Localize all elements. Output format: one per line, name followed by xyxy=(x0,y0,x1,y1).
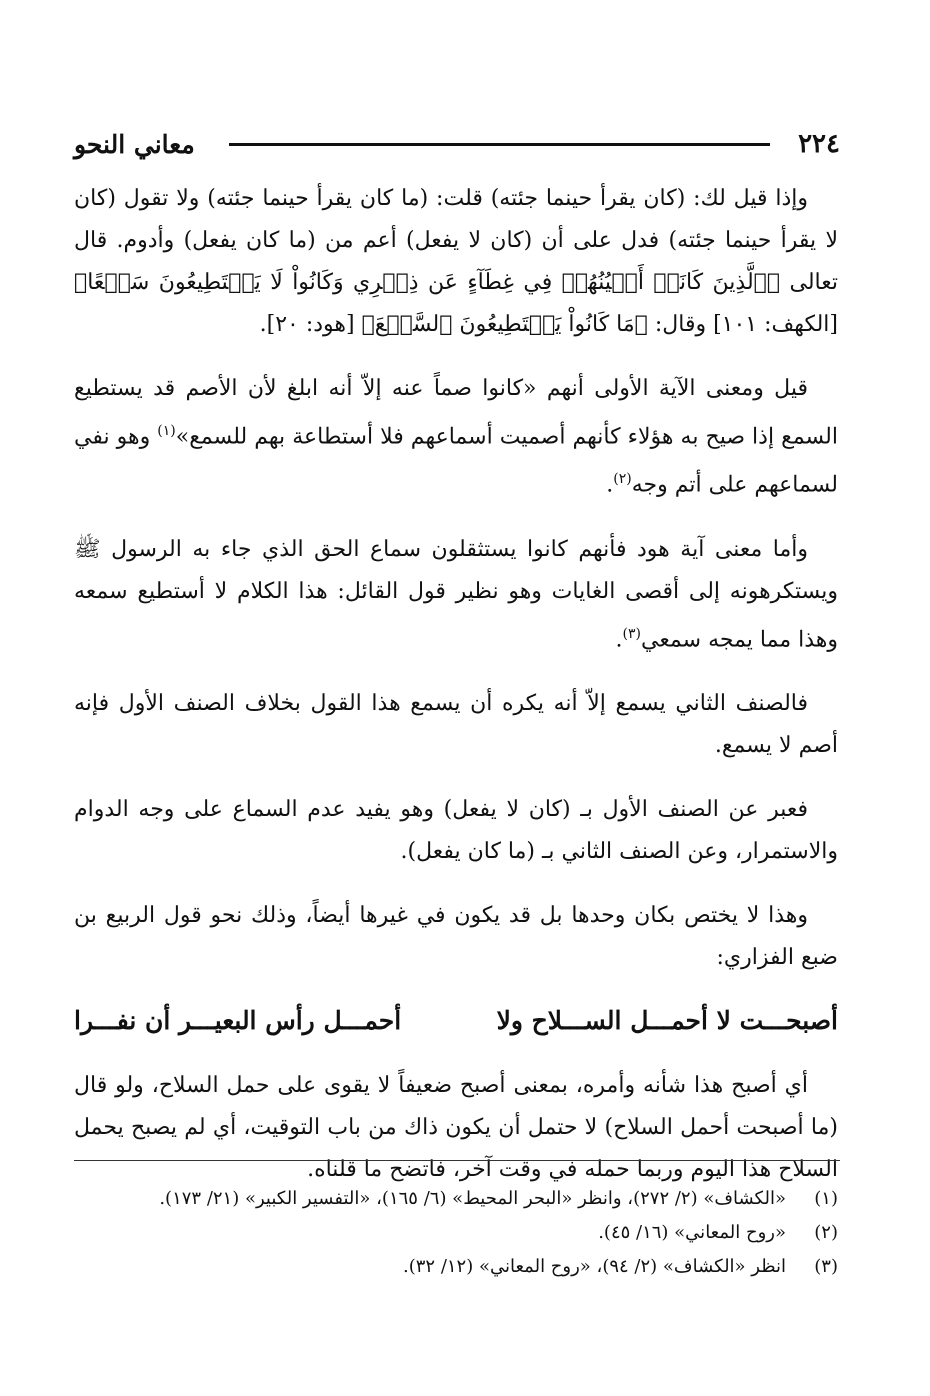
paragraph-1: وإذا قيل لك: (كان يقرأ حينما جئته) قلت: (ما كان يقرأ حينما جئته) ولا تقول (كان لا يقرأ حينما جئته) فدل على أن (كان لا يفعل) أعم من (ما كان يفعل) وأدوم. قال تعالى ﴿ٱلَّذِينَ كَانَتۡ أَعۡيُنُهُمۡ فِي غِطَآءٍ عَن ذِكۡرِي وَكَانُواْ لَا يَسۡتَطِيعُونَ سَمۡعًا﴾ [الكهف: ١٠١] وقال: ﴿مَا كَانُواْ يَسۡتَطِيعُونَ ٱلسَّمۡعَ﴾ [هود: ٢٠]. xyxy=(74,186,838,337)
page-number: ٢٢٤ xyxy=(798,129,840,159)
poetry-verse xyxy=(74,1001,838,1041)
paragraph-2-end: . xyxy=(606,472,614,498)
footnote-1 xyxy=(74,1182,838,1216)
paragraph-2-text: قيل ومعنى الآية الأولى أنهم «كانوا صماً عنه إلاّ أنه ابلغ لأن الأصم قد يستطيع السمع إذا صيح به هؤلاء كأنهم أصميت أسماعهم فلا أستطاعة بهم للسمع» xyxy=(74,376,838,450)
paragraph-2-continuation: وهو نفي لسماعهم على أتم وجه xyxy=(74,424,838,498)
page-header xyxy=(74,124,840,164)
footnote-text: «روح المعاني» (١٦/ ٤٥). xyxy=(598,1222,786,1243)
footnote-rule xyxy=(74,1160,840,1161)
running-title: معاني النحو xyxy=(74,129,195,159)
paragraph-4: فالصنف الثاني يسمع إلاّ أنه يكره أن يسمع هذا القول بخلاف الصنف الأول فإنه أصم لا يسمع. xyxy=(74,690,838,758)
footnote-number: (٣) xyxy=(814,1256,838,1277)
verse-second-hemistich: أحمـــل رأس البعيـــر أن نفـــرا xyxy=(74,1005,402,1035)
paragraph-6: وهذا لا يختص بكان وحدها بل قد يكون في غيرها أيضاً، وذلك نحو قول الربيع بن ضبع الفزاري: xyxy=(74,902,838,970)
footnote-number: (٢) xyxy=(814,1222,838,1243)
footnote-2 xyxy=(74,1216,838,1250)
header-rule xyxy=(229,143,770,146)
footnote-ref-2: (٢) xyxy=(613,471,632,488)
footnotes xyxy=(74,1182,838,1284)
footnote-text: «الكشاف» (٢/ ٢٧٢)، وانظر «البحر المحيط» (٦/ ١٦٥)، «التفسير الكبير» (٢١/ ١٧٣). xyxy=(159,1188,786,1209)
footnote-ref-1: (١) xyxy=(157,423,176,439)
main-text xyxy=(74,178,838,1213)
paragraph-3 xyxy=(74,529,838,661)
paragraph-7: أي أصبح هذا شأنه وأمره، بمعنى أصبح ضعيفاً لا يقوى على حمل السلاح، ولو قال (ما أصبحت أحمل السلاح) لا حتمل أن يكون ذاك من باب التوقيت، أي لم يصبح يحمل السلاح هذا اليوم وربما حمله في وقت آخر، فاتضح ما قلناه. xyxy=(74,1072,838,1182)
paragraph-5: فعبر عن الصنف الأول بـ (كان لا يفعل) وهو يفيد عدم السماع على وجه الدوام والاستمرار، وعن الصنف الثاني بـ (ما كان يفعل). xyxy=(74,796,838,864)
paragraph-3-end: . xyxy=(615,626,623,652)
paragraph-2 xyxy=(74,368,838,507)
paragraph-3-text: وأما معنى آية هود فأنهم كانوا يستثقلون سماع الحق الذي جاء به الرسول ﷺ ويستكرهونه إلى أقصى الغايات وهو نظير قول القائل: هذا الكلام لا أستطيع سمعه وهذا مما يمجه سمعي xyxy=(74,536,838,652)
verse-first-hemistich: أصبحـــت لا أحمـــل الســـلاح ولا xyxy=(496,1005,838,1035)
footnote-ref-3: (٣) xyxy=(622,625,641,642)
footnote-3 xyxy=(74,1250,838,1284)
footnote-number: (١) xyxy=(814,1188,838,1209)
footnote-text: انظر «الكشاف» (٢/ ٩٤)، «روح المعاني» (١٢/ ٣٢). xyxy=(403,1256,786,1277)
